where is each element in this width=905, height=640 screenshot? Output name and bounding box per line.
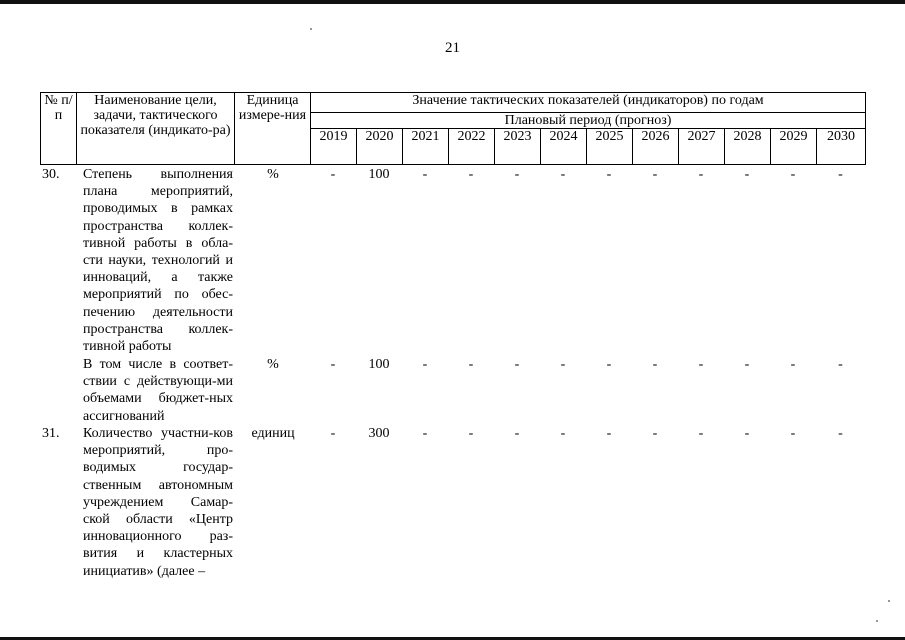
header-year-cell: [541, 129, 587, 165]
year-value: -: [330, 357, 336, 372]
year-value: -: [744, 167, 750, 182]
year-value: -: [652, 167, 658, 182]
header-year-cell: [311, 129, 357, 165]
header-year-label: 2029: [779, 129, 808, 144]
year-value: -: [790, 357, 796, 372]
year-value: -: [606, 357, 612, 372]
year-value: -: [606, 167, 612, 182]
year-value: -: [744, 357, 750, 372]
header-year-cell: [633, 129, 679, 165]
year-value: -: [514, 357, 520, 372]
year-value: -: [744, 426, 750, 441]
year-value: 300: [368, 426, 390, 441]
header-year-cell: [587, 129, 633, 165]
header-values-label: Значение тактических показателей (индикаторов) по годам: [412, 93, 764, 108]
unit-value: %: [267, 357, 279, 372]
unit-value: единиц: [251, 426, 295, 441]
indicator-name: Степень выполнения плана мероприятий, проводимых в рамках пространства коллек-тивной работы в обла-сти науки, технологий и инноваций, а также мероприятий по обес-печению деятельности пространства коллек-тивной работы: [83, 167, 233, 355]
header-year-cell: [771, 129, 817, 165]
header-year-cell: [495, 129, 541, 165]
year-value: -: [652, 426, 658, 441]
table-row: [40, 166, 865, 356]
header-planned-cell: [311, 113, 866, 129]
header-year-label: 2025: [595, 129, 624, 144]
indicator-name: Количество участни-ков мероприятий, про-водимых государ-ственным автономным учреждением Самар-ской области «Центр инновационного раз-вития и кластерных инициатив» (далее –: [83, 426, 233, 579]
header-year-cell: [357, 129, 403, 165]
header-year-cell: [725, 129, 771, 165]
header-year-label: 2023: [503, 129, 532, 144]
header-name-label: Наименование цели, задачи, тактического показателя (индикато-ра): [80, 93, 231, 138]
header-year-cell: [403, 129, 449, 165]
year-value: -: [422, 167, 428, 182]
year-value: -: [698, 357, 704, 372]
header-unit-cell: [235, 93, 311, 165]
year-value: -: [698, 167, 704, 182]
table-row: [40, 425, 865, 595]
year-value: -: [330, 167, 336, 182]
row-number: 30.: [42, 167, 60, 182]
header-year-label: 2022: [457, 129, 486, 144]
scan-speck: [888, 600, 890, 602]
year-value: -: [422, 357, 428, 372]
header-num-cell: [41, 93, 77, 165]
table-row: [40, 356, 865, 425]
year-value: 100: [368, 357, 390, 372]
header-unit-label: Единица измере-ния: [238, 93, 307, 123]
header-num-label: № п/п: [44, 93, 73, 123]
scan-top-border: [0, 0, 905, 4]
header-year-label: 2026: [641, 129, 670, 144]
header-year-label: 2024: [549, 129, 578, 144]
row-number: 31.: [42, 426, 60, 441]
header-planned-label: Плановый период (прогноз): [504, 113, 672, 128]
header-values-cell: [311, 93, 866, 113]
year-value: -: [422, 426, 428, 441]
unit-value: %: [267, 167, 279, 182]
year-value: -: [560, 357, 566, 372]
header-year-label: 2030: [827, 129, 856, 144]
header-year-label: 2027: [687, 129, 716, 144]
header-year-cell: [817, 129, 866, 165]
year-value: -: [560, 426, 566, 441]
indicator-name: В том числе в соответ-ствии с действующи-ми объемами бюджет-ных ассигнований: [83, 357, 233, 424]
year-value: -: [606, 426, 612, 441]
year-value: -: [790, 167, 796, 182]
year-value: -: [838, 357, 843, 372]
year-value: -: [468, 357, 474, 372]
year-value: 100: [368, 167, 390, 182]
year-value: -: [468, 426, 474, 441]
year-value: -: [514, 167, 520, 182]
scan-speck: [876, 620, 878, 622]
table-header: [40, 92, 866, 165]
header-year-label: 2020: [365, 129, 394, 144]
header-year-label: 2028: [733, 129, 762, 144]
header-year-cell: [679, 129, 725, 165]
header-year-label: 2019: [319, 129, 348, 144]
year-value: -: [330, 426, 336, 441]
year-value: -: [698, 426, 704, 441]
header-year-label: 2021: [411, 129, 440, 144]
year-value: -: [560, 167, 566, 182]
year-value: -: [468, 167, 474, 182]
year-value: -: [790, 426, 796, 441]
year-value: -: [514, 426, 520, 441]
year-value: -: [838, 167, 843, 182]
year-value: -: [652, 357, 658, 372]
scan-speck: [310, 28, 312, 30]
year-value: -: [838, 426, 843, 441]
header-name-cell: [77, 93, 235, 165]
page-number: 21: [445, 40, 460, 56]
header-year-cell: [449, 129, 495, 165]
